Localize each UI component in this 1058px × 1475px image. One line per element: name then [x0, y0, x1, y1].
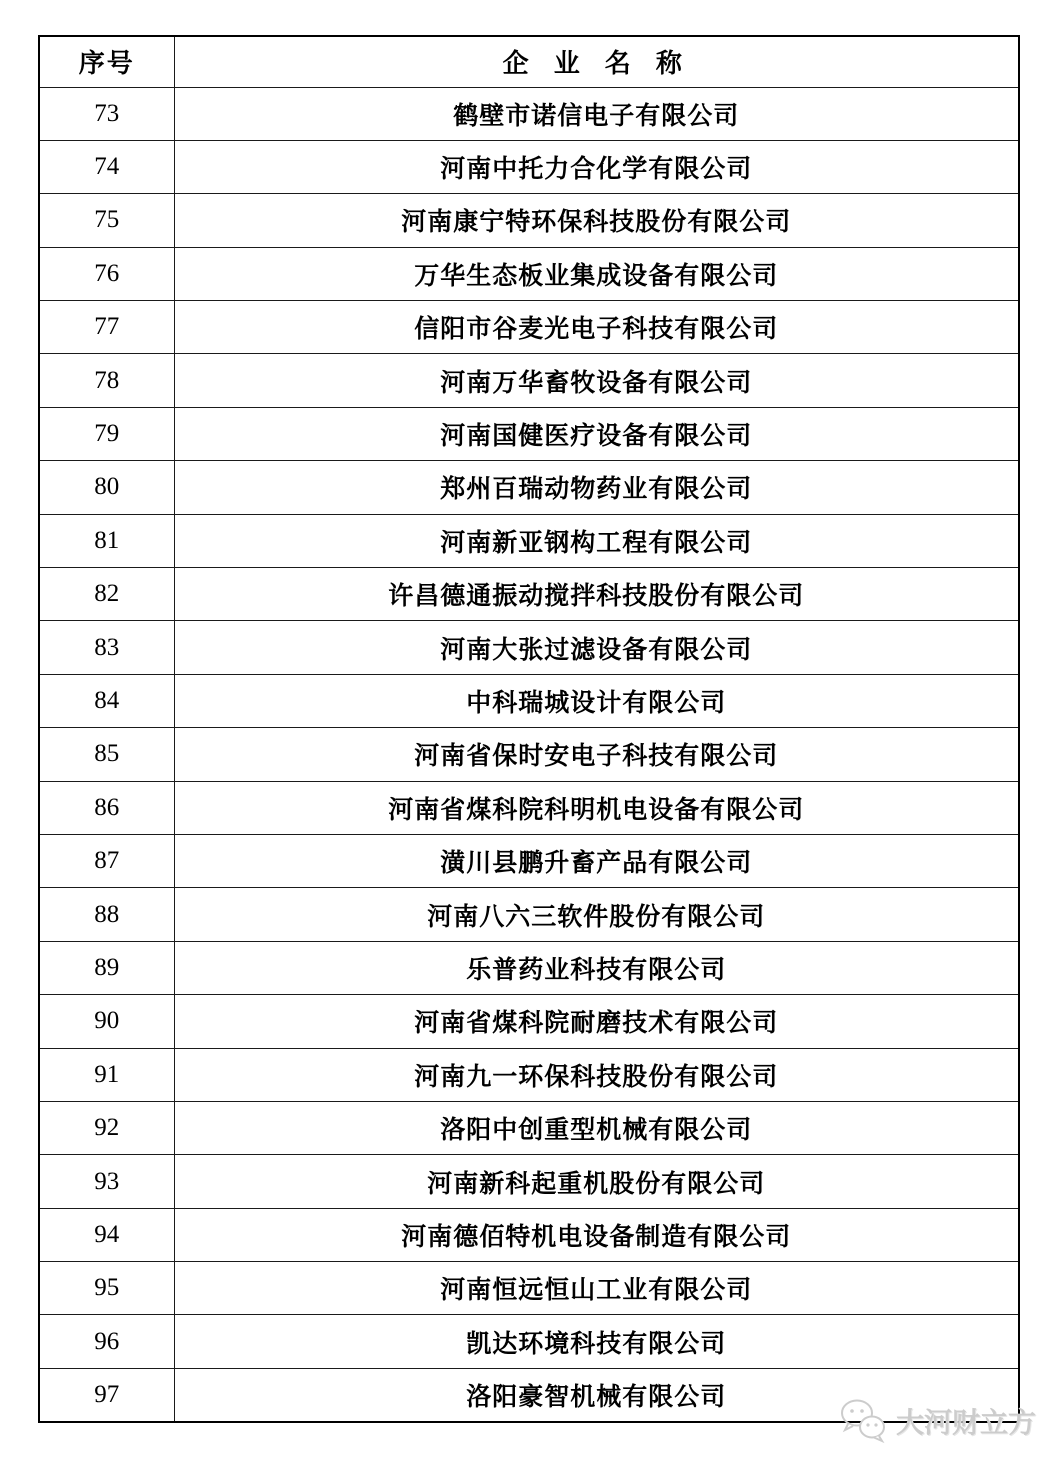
table-row — [39, 1101, 1019, 1154]
row-serial-number: 95 — [39, 1262, 174, 1315]
row-company-name: 洛阳豪智机械有限公司 — [174, 1368, 1019, 1421]
row-company-name: 河南德佰特机电设备制造有限公司 — [174, 1208, 1019, 1261]
table-row — [39, 301, 1019, 354]
row-serial-number: 91 — [39, 1048, 174, 1101]
row-company-name: 河南九一环保科技股份有限公司 — [174, 1048, 1019, 1101]
row-company-name: 河南中托力合化学有限公司 — [174, 140, 1019, 193]
row-serial-number: 73 — [39, 87, 174, 140]
table-row — [39, 1368, 1019, 1421]
table-row — [39, 247, 1019, 300]
row-company-name: 许昌德通振动搅拌科技股份有限公司 — [174, 568, 1019, 621]
row-company-name: 河南大张过滤设备有限公司 — [174, 621, 1019, 674]
row-serial-number: 74 — [39, 140, 174, 193]
row-company-name: 洛阳中创重型机械有限公司 — [174, 1101, 1019, 1154]
row-company-name: 河南康宁特环保科技股份有限公司 — [174, 194, 1019, 247]
row-serial-number: 93 — [39, 1155, 174, 1208]
company-table — [38, 35, 1020, 1423]
table-row — [39, 1262, 1019, 1315]
row-serial-number: 90 — [39, 995, 174, 1048]
row-serial-number: 86 — [39, 781, 174, 834]
row-company-name: 河南恒远恒山工业有限公司 — [174, 1262, 1019, 1315]
row-company-name: 河南新科起重机股份有限公司 — [174, 1155, 1019, 1208]
row-company-name: 中科瑞城设计有限公司 — [174, 674, 1019, 727]
row-company-name: 河南万华畜牧设备有限公司 — [174, 354, 1019, 407]
row-company-name: 乐普药业科技有限公司 — [174, 941, 1019, 994]
table-header-row — [39, 36, 1019, 87]
row-company-name: 凯达环境科技有限公司 — [174, 1315, 1019, 1368]
table-row — [39, 674, 1019, 727]
table-body — [39, 87, 1019, 1422]
row-company-name: 郑州百瑞动物药业有限公司 — [174, 461, 1019, 514]
table-row — [39, 354, 1019, 407]
row-serial-number: 75 — [39, 194, 174, 247]
table-row — [39, 407, 1019, 460]
watermark-text: 大河财立方 — [896, 1406, 1037, 1439]
row-serial-number: 87 — [39, 834, 174, 887]
row-company-name: 河南新亚钢构工程有限公司 — [174, 514, 1019, 567]
table-row — [39, 514, 1019, 567]
table-row — [39, 995, 1019, 1048]
row-serial-number: 94 — [39, 1208, 174, 1261]
row-serial-number: 96 — [39, 1315, 174, 1368]
table-row — [39, 621, 1019, 674]
row-serial-number: 84 — [39, 674, 174, 727]
row-serial-number: 88 — [39, 888, 174, 941]
table-row — [39, 781, 1019, 834]
row-serial-number: 83 — [39, 621, 174, 674]
row-company-name: 万华生态板业集成设备有限公司 — [174, 247, 1019, 300]
row-serial-number: 76 — [39, 247, 174, 300]
table-row — [39, 728, 1019, 781]
table-row — [39, 568, 1019, 621]
row-company-name: 河南省煤科院耐磨技术有限公司 — [174, 995, 1019, 1048]
row-company-name: 河南省煤科院科明机电设备有限公司 — [174, 781, 1019, 834]
row-serial-number: 85 — [39, 728, 174, 781]
row-company-name: 潢川县鹏升畜产品有限公司 — [174, 834, 1019, 887]
table-row — [39, 1048, 1019, 1101]
row-serial-number: 77 — [39, 301, 174, 354]
row-serial-number: 80 — [39, 461, 174, 514]
row-company-name: 河南省保时安电子科技有限公司 — [174, 728, 1019, 781]
row-company-name: 鹤壁市诺信电子有限公司 — [174, 87, 1019, 140]
table-row — [39, 87, 1019, 140]
table-row — [39, 1155, 1019, 1208]
table-row — [39, 140, 1019, 193]
row-serial-number: 97 — [39, 1368, 174, 1421]
row-serial-number: 92 — [39, 1101, 174, 1154]
table-row — [39, 1208, 1019, 1261]
row-serial-number: 78 — [39, 354, 174, 407]
row-company-name: 信阳市谷麦光电子科技有限公司 — [174, 301, 1019, 354]
table-row — [39, 194, 1019, 247]
table-row — [39, 888, 1019, 941]
table-row — [39, 1315, 1019, 1368]
row-serial-number: 82 — [39, 568, 174, 621]
row-serial-number: 89 — [39, 941, 174, 994]
header-company-name: 企 业 名 称 — [174, 36, 1019, 87]
table-row — [39, 834, 1019, 887]
table-row — [39, 941, 1019, 994]
header-serial-number: 序号 — [39, 36, 174, 87]
row-serial-number: 79 — [39, 407, 174, 460]
table-row — [39, 461, 1019, 514]
row-company-name: 河南八六三软件股份有限公司 — [174, 888, 1019, 941]
row-company-name: 河南国健医疗设备有限公司 — [174, 407, 1019, 460]
row-serial-number: 81 — [39, 514, 174, 567]
